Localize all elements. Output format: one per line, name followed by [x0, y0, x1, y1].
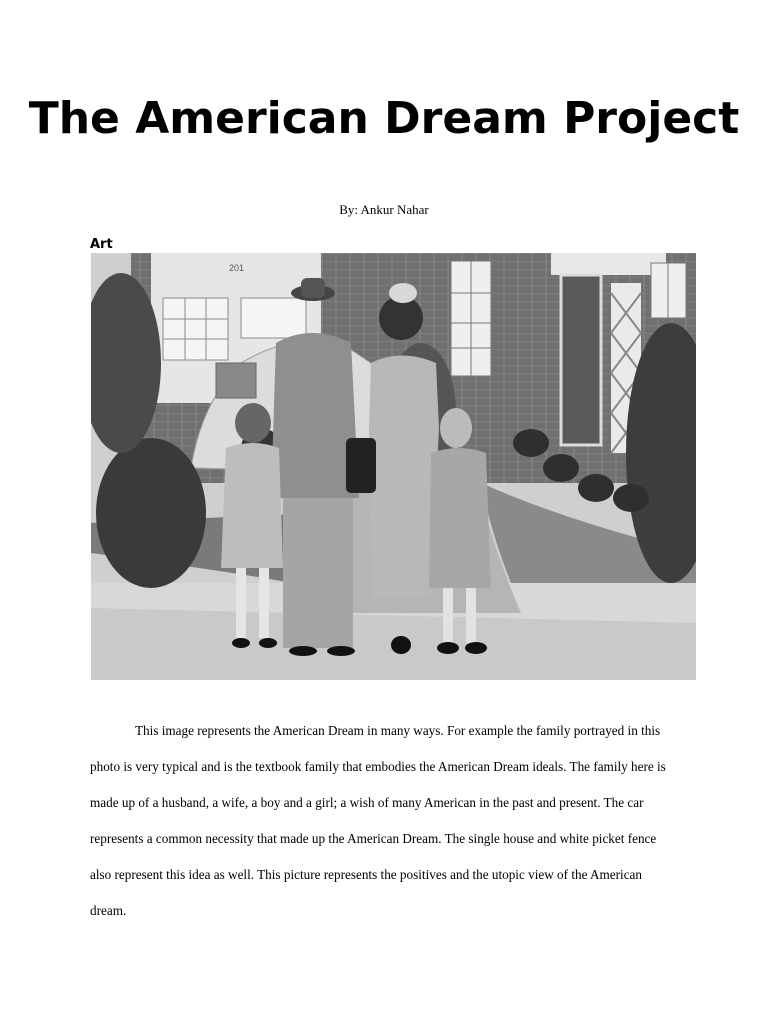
family-photo	[91, 253, 696, 680]
author-byline: By: Ankur Nahar	[339, 202, 429, 217]
house-number: 201	[229, 263, 245, 273]
section-label: Art	[90, 237, 113, 252]
body-paragraph: This image represents the American Dream in many ways. For example the family portrayed in this photo is very typical and is the textbook family that embodies the American Dream ideals. The family here is made up of a husband, a wife, a boy and a girl; a wish of many American in the past and present. The car represents a common necessity that made up the American Dream. The single house and white picket fence also represent this idea as well. This picture represents the positives and the utopic view of the American dream.	[90, 723, 666, 918]
page-title: The American Dream Project	[28, 93, 740, 144]
